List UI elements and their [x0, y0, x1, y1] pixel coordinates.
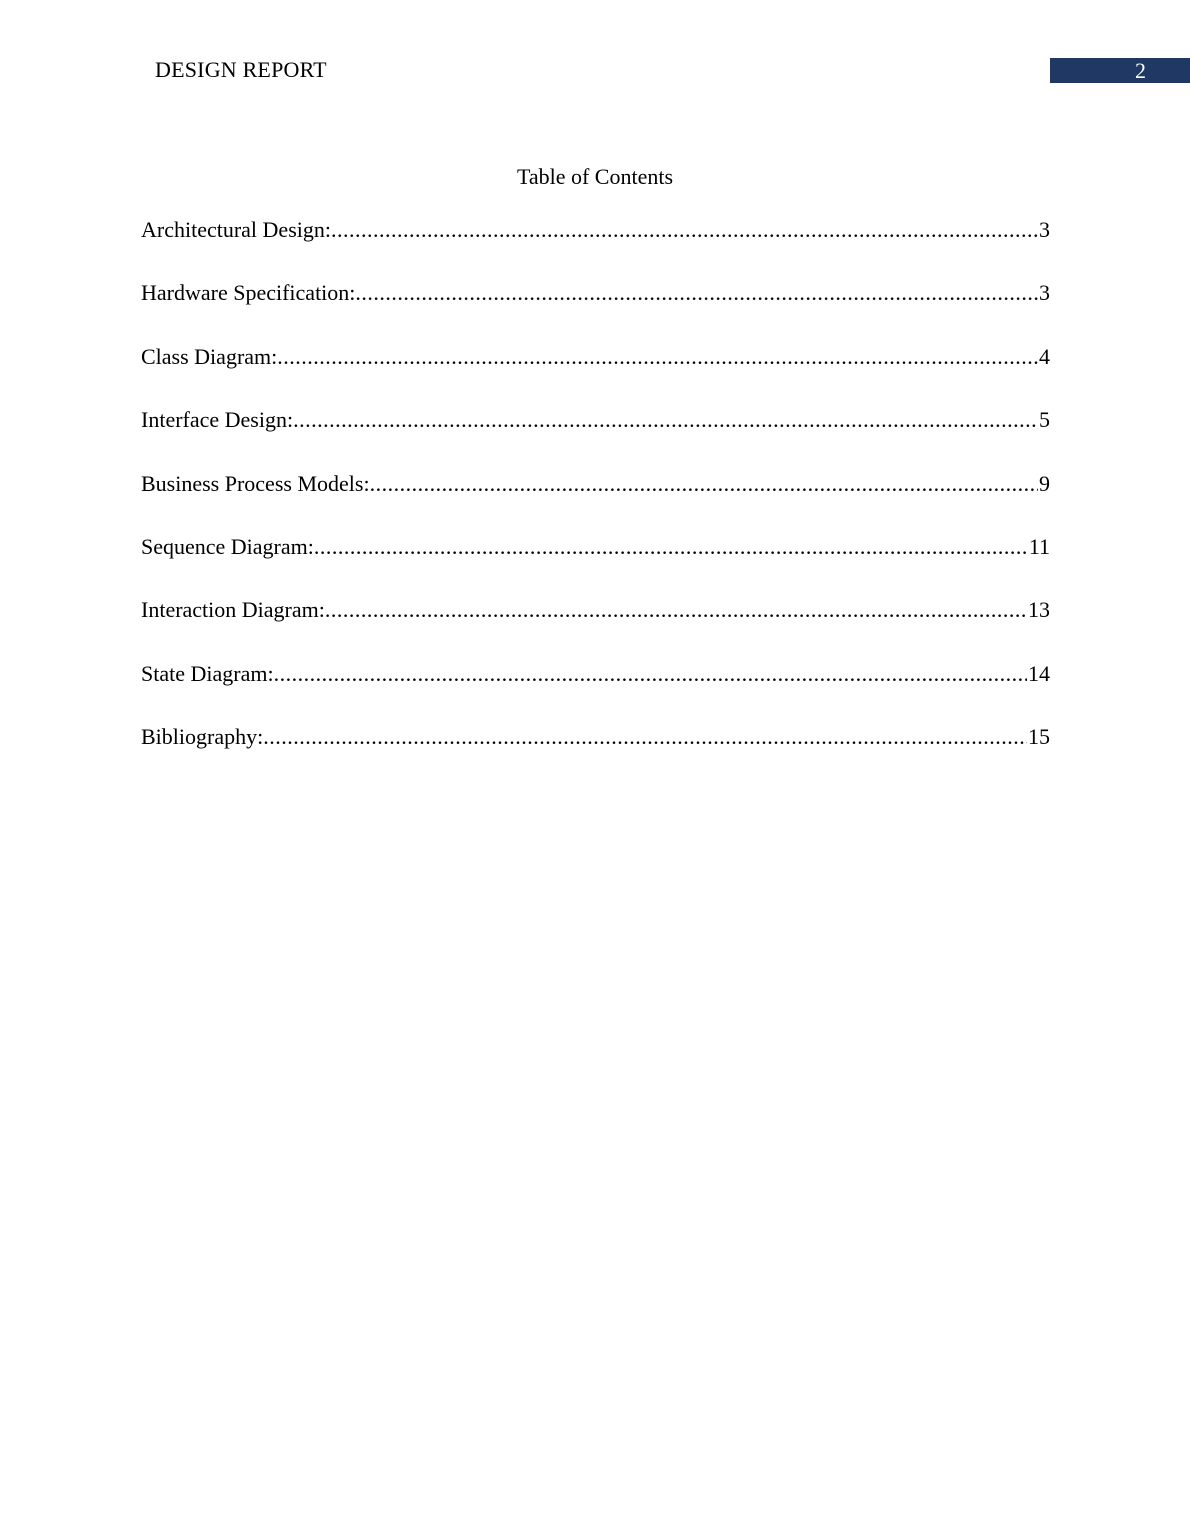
- toc-entry-business-process-models[interactable]: [141, 470, 1050, 533]
- toc-dot-leader: [274, 660, 1027, 688]
- toc-entry-architectural-design[interactable]: [141, 216, 1050, 279]
- toc-entry-label: Interaction Diagram:: [141, 597, 325, 623]
- toc-entry-class-diagram[interactable]: [141, 343, 1050, 406]
- page-number: 2: [1135, 58, 1146, 83]
- toc-dot-leader: [325, 596, 1027, 624]
- toc-entry-interaction-diagram[interactable]: [141, 596, 1050, 659]
- toc-entry-page: 3: [1039, 280, 1050, 306]
- toc-entry-label: State Diagram:: [141, 660, 274, 686]
- toc-entry-page: 3: [1039, 217, 1050, 242]
- toc-dot-leader: [293, 406, 1038, 434]
- toc-dot-leader: [355, 279, 1038, 307]
- toc-entry-hardware-specification[interactable]: [141, 279, 1050, 342]
- toc-entry-label: Business Process Models:: [141, 470, 370, 496]
- toc-dot-leader: [370, 470, 1038, 498]
- toc-entry-page: 11: [1028, 533, 1050, 559]
- toc-entry-label: Interface Design:: [141, 407, 294, 433]
- toc-dot-leader: [331, 216, 1038, 244]
- toc-dot-leader: [314, 533, 1028, 561]
- running-head-title: DESIGN REPORT: [155, 57, 327, 82]
- toc-entry-page: 13: [1028, 597, 1050, 623]
- toc-heading: Table of Contents: [516, 164, 674, 189]
- toc-entry-page: 9: [1039, 470, 1050, 496]
- toc-entry-page: 15: [1028, 724, 1050, 750]
- toc-entry-label: Hardware Specification:: [141, 280, 356, 306]
- toc-entry-label: Bibliography:: [141, 724, 264, 750]
- toc-dot-leader: [277, 343, 1038, 371]
- toc-entry-label: Class Diagram:: [141, 343, 278, 369]
- page-number-badge: [1050, 58, 1190, 83]
- toc-entry-page: 4: [1039, 343, 1050, 369]
- toc-entry-state-diagram[interactable]: [141, 660, 1050, 723]
- toc-entry-interface-design[interactable]: [141, 406, 1050, 469]
- toc-entry-sequence-diagram[interactable]: [141, 533, 1050, 596]
- toc-entry-page: 5: [1039, 407, 1050, 433]
- toc-entry-page: 14: [1028, 660, 1050, 686]
- toc-list: [141, 216, 1050, 787]
- toc-entry-bibliography[interactable]: [141, 723, 1050, 786]
- toc-entry-label: Architectural Design:: [141, 217, 331, 242]
- toc-entry-label: Sequence Diagram:: [141, 533, 314, 559]
- toc-dot-leader: [263, 723, 1027, 751]
